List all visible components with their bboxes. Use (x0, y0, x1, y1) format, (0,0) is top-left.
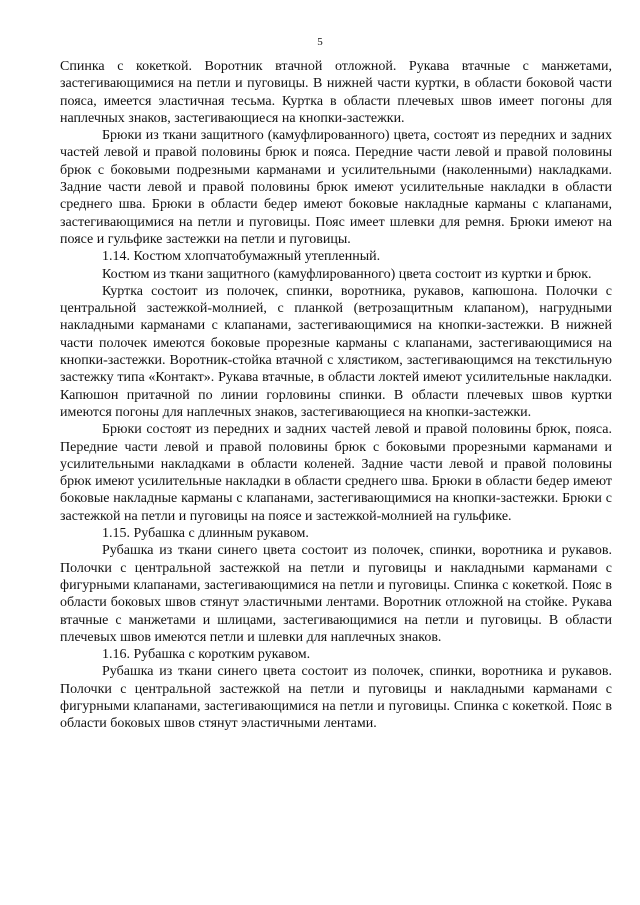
paragraph-suit-description: Костюм из ткани защитного (камуфлированного) цвета состоит из куртки и брюк. (102, 266, 592, 282)
paragraph-trousers-1: Брюки из ткани защитного (камуфлированного) цвета, состоят из передних и задних частей левой и правой половины брюк и пояса. Передние части левой и правой половины брюк с боковыми подрезными карманами и усилительными (наколенными) накладками. Задние части левой и правой половины брюк имеют усилительные накладки в области среднего шва. Брюки в области бедер имеют боковые накладные карманы с клапанами, застегивающимися на петли и пуговицы. Пояс имеет шлевки для ремня. Брюки имеют на поясе и гульфике застежки на петли и пуговицы. (60, 128, 612, 247)
paragraph-trousers-2: Брюки состоят из передних и задних частей левой и правой половины брюк, пояса. Передние части левой и правой половины брюк с боковыми прорезными карманами и усилительными накладками в области коленей. Задние части левой и правой половины брюк имеют усилительные накладки в области среднего шва. Брюки в области бедер имеют боковые накладные карманы с клапанами, застегивающимися на кнопки-застежки. Брюки с застежкой на петли и пуговицы на поясе и застежкой-молнией на гульфике. (60, 422, 612, 524)
paragraph-long-sleeve-shirt: Рубашка из ткани синего цвета состоит из полочек, спинки, воротника и рукавов. Полочки с центральной застежкой на петли и пуговицы и накладными карманами с фигурными клапанами, застегивающимися на петли и пуговицы. Спинка с кокеткой. Пояс в области боковых швов стянут эластичными лентами. Воротник отложной на стойке. Рукава втачные с манжетами и шлицами, застегивающимися на петли и пуговицы. В области плечевых швов имеются петли и шлевки для наплечных знаков. (60, 543, 612, 645)
section-heading-1-15: 1.15. Рубашка с длинным рукавом. (102, 526, 309, 542)
section-heading-1-14: 1.14. Костюм хлопчатобумажный утепленный. (102, 249, 381, 265)
paragraph-short-sleeve-shirt: Рубашка из ткани синего цвета состоит из полочек, спинки, воротника и рукавов. Полочки с центральной застежкой на петли и пуговицы и накладными карманами с фигурными клапанами, застегивающимися на петли и пуговицы. Спинка с кокеткой. Пояс в области боковых швов стянут эластичными лентами. (60, 664, 612, 732)
paragraph-jacket: Куртка состоит из полочек, спинки, воротника, рукавов, капюшона. Полочки с центральной застежкой-молнией, с планкой (ветрозащитным клапаном), нагрудными накладными карманами с клапанами, застегивающимися на кнопки-застежки. В нижней части полочек имеются боковые прорезные карманы с клапанами, застегивающимися на кнопки-застежки. Воротник-стойка втачной с хлястиком, застегивающимся на текстильную застежку типа «Контакт». Рукава втачные, в области локтей имеют усилительные накладки. Капюшон притачной по линии горловины спинки. В области плечевых швов куртки имеются погоны для наплечных знаков, застегивающиеся на кнопки-застежки. (60, 283, 612, 420)
document-body (60, 58, 612, 733)
section-heading-1-16: 1.16. Рубашка с коротким рукавом. (102, 647, 311, 663)
paragraph-continuation: Спинка с кокеткой. Воротник втачной отложной. Рукава втачные с манжетами, застегивающимися на петли и пуговицы. В нижней части куртки, в области боковой части пояса, имеется эластичная тесьма. Куртка в области плечевых швов имеет погоны для наплечных знаков, застегивающиеся на кнопки-застежки. (60, 59, 612, 126)
page-number: 5 (317, 36, 323, 48)
